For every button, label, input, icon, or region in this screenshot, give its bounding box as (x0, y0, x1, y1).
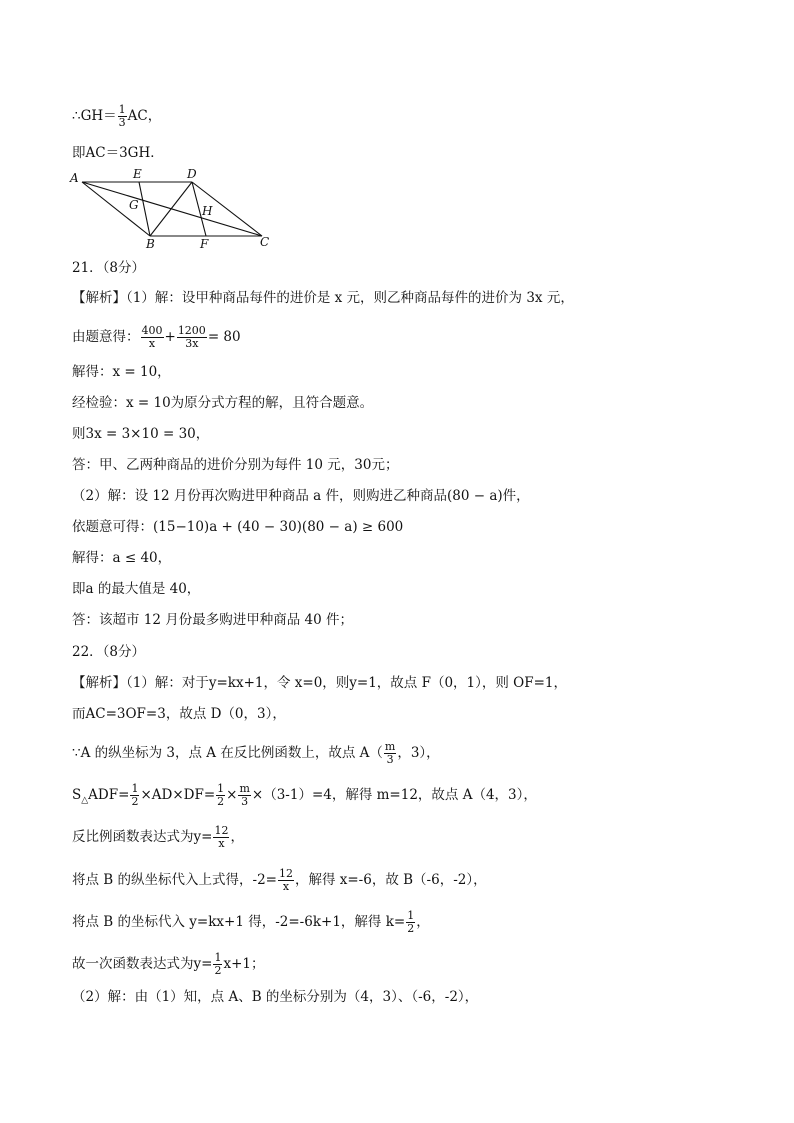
q21-line-2: 由题意得： $\frac{400}{x}$ + $\frac{1200}{3x}$ = 80 (72, 324, 241, 350)
fraction-1200-3x: $\frac{1200}{3x}$ (177, 324, 206, 350)
gh-equation-line (72, 104, 161, 129)
gh-prefix: ∴GH＝ (72, 108, 117, 124)
q21-line-5: 则3x = 3×10 = 30， (72, 426, 210, 442)
fraction-k-half: $\frac{1}{2}$ (407, 909, 415, 935)
fraction-400-x: $\frac{400}{x}$ (141, 324, 163, 350)
label-c: C (260, 235, 270, 249)
q21-line-9: 解得：a ≤ 40， (72, 550, 172, 566)
q22-line-5: 反比例函数表达式为y= $\frac{12}{x}$ ， (72, 824, 244, 850)
q22-line-6: 将点 B 的纵坐标代入上式得，-2= $\frac{12}{x}$ ，解得 x=-6，故 B（-6，-2）， (72, 867, 487, 893)
diagonal-ac (82, 182, 262, 236)
q21-line-4: 经检验：x = 10为原分式方程的解，且符合题意。 (72, 395, 374, 411)
q21-line-10: 即a 的最大值是 40， (72, 581, 201, 597)
fraction-12-x-b: $\frac{12}{x}$ (278, 867, 293, 893)
q22-line-2: 而AC=3OF=3，故点 D（0，3）， (72, 706, 286, 722)
q22-line-7: 将点 B 的坐标代入 y=kx+1 得，-2=-6k+1，解得 k= $\frac{1}{2}$ ， (72, 909, 430, 935)
diagonal-bd (150, 182, 192, 236)
fraction-12-x-a: $\frac{12}{x}$ (214, 824, 229, 850)
label-a: A (70, 171, 79, 185)
q21-line-8: 依题意可得：(15−10)a + (40 − 30)(80 − a) ≥ 600 (72, 519, 404, 535)
q22-line-1: 【解析】（1）解：对于y=kx+1，令 x=0，则y=1，故点 F（0，1），则 OF=1， (72, 675, 568, 691)
label-b: B (146, 237, 155, 251)
label-d: D (187, 167, 197, 181)
fraction-slope-half: $\frac{1}{2}$ (214, 951, 222, 977)
label-e: E (133, 167, 142, 181)
q21-heading: 21．（8分） (72, 260, 146, 276)
q22-heading: 22．（8分） (72, 644, 146, 660)
parallelogram-diagram (66, 166, 286, 254)
label-f: F (200, 237, 209, 251)
label-g: G (129, 198, 139, 212)
ac-equals-line: 即AC＝3GH． (72, 145, 164, 161)
fraction-half-1: $\frac{1}{2}$ (131, 782, 139, 808)
fraction-half-2: $\frac{1}{2}$ (217, 782, 225, 808)
q21-line-6: 答：甲、乙两种商品的进价分别为每件 10 元，30元； (72, 457, 399, 473)
fraction-one-third: $\frac{1}{3}$ (118, 103, 126, 129)
q22-line-9: （2）解：由（1）知，点 A、B 的坐标分别为（4，3）、（-6，-2）， (72, 989, 479, 1005)
gh-suffix: AC， (127, 108, 162, 124)
q22-line-3: ∵A 的纵坐标为 3，点 A 在反比例函数上，故点 A（ $\frac{m}{3}$ ，3）， (72, 740, 440, 766)
q21-line-11: 答：该超市 12 月份最多购进甲种商品 40 件； (72, 612, 354, 628)
fraction-m-3: $\frac{m}{3}$ (384, 740, 396, 766)
fraction-m-over-3: $\frac{m}{3}$ (239, 782, 250, 808)
edge-ab (82, 182, 150, 236)
q22-line-4: $S_\triangle ADF=$ $\frac{1}{2}$ ×AD×DF= $\frac{1}{2}$ × $\frac{m}{3}$ ×（3-1）=4，解得 m=12，故点 A（4，3）， (72, 782, 537, 808)
q21-line-7: （2）解：设 12 月份再次购进甲种商品 a 件，则购进乙种商品(80 − a)件， (72, 488, 530, 504)
q21-line-3: 解得：x = 10， (72, 364, 171, 380)
label-h: H (202, 204, 213, 218)
q21-line-1: 【解析】（1）解：设甲种商品每件的进价是 x 元，则乙种商品每件的进价为 3x 元， (72, 290, 574, 306)
q22-line-8: 故一次函数表达式为y= $\frac{1}{2}$ x+1； (72, 951, 265, 977)
